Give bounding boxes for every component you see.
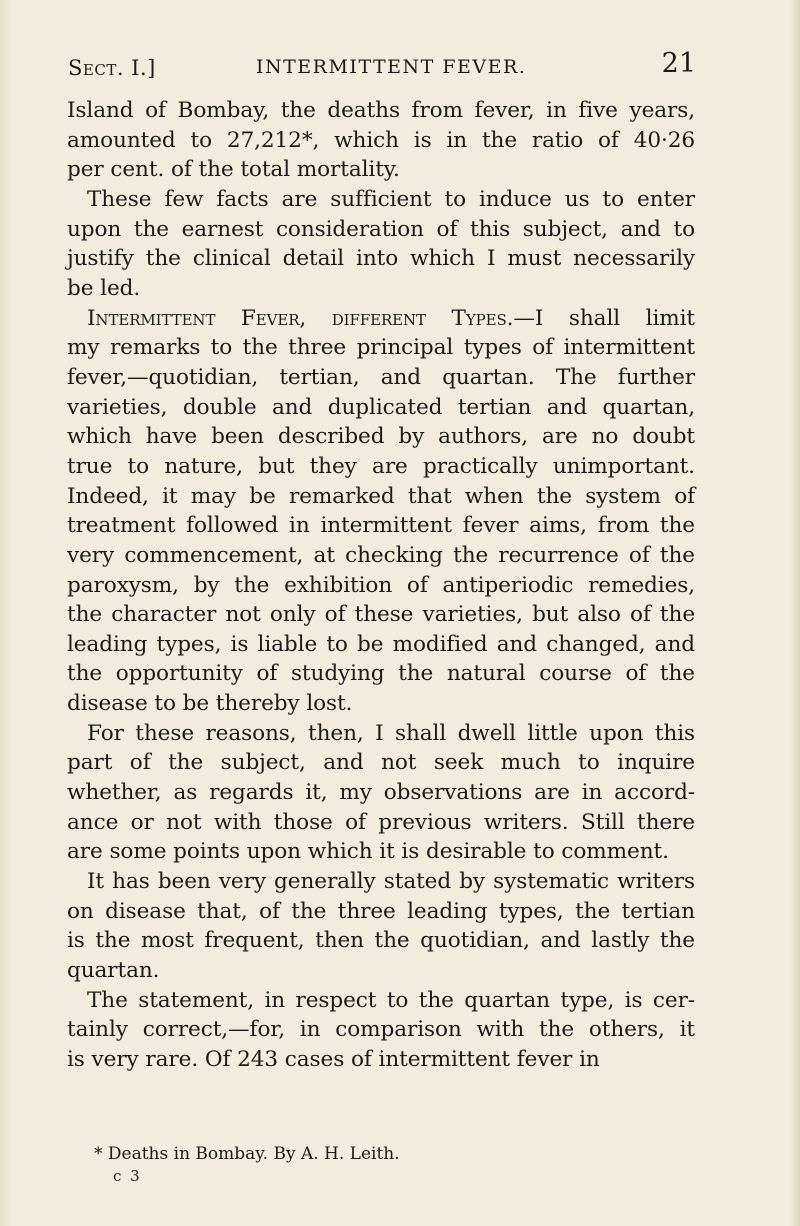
text-line: is the most frequent, then the quotidian, and lastly the	[67, 928, 695, 954]
paragraph	[67, 867, 695, 986]
section-label: Sect. I.]	[68, 56, 156, 80]
paragraph	[67, 185, 695, 304]
footnote	[68, 1143, 696, 1187]
text-line: disease to be thereby lost.	[67, 691, 353, 717]
text-line: the character not only of these varieties, but also of the	[67, 602, 695, 628]
text-line: ance or not with those of previous writers. Still there	[67, 809, 695, 835]
text-run: —I shall limit	[513, 305, 696, 331]
text-line: are some points upon which it is desirable to comment.	[67, 839, 669, 865]
text-line: amounted to 27,212*, which is in the ratio of 40·26	[67, 127, 695, 153]
paragraph	[67, 986, 695, 1075]
text-line: It has been very generally stated by systematic writers	[87, 869, 695, 895]
running-title: INTERMITTENT FEVER.	[256, 56, 527, 78]
text-line: on disease that, of the three leading types, the tertian	[67, 898, 695, 924]
section-heading: Intermittent Fever, different Types.	[87, 305, 514, 331]
text-line: The statement, in respect to the quartan type, is cer-	[87, 987, 695, 1013]
text-line: part of the subject, and not seek much to inquire	[67, 750, 695, 776]
page-number: 21	[661, 48, 696, 79]
text-line: whether, as regards it, my observations are in accord-	[67, 780, 695, 806]
text-line: per cent. of the total mortality.	[67, 157, 400, 183]
text-line: the opportunity of studying the natural course of the	[67, 661, 695, 687]
text-line: my remarks to the three principal types of intermittent	[67, 335, 695, 361]
text-line: is very rare. Of 243 cases of intermittent fever in	[67, 1047, 600, 1072]
text-line: true to nature, but they are practically unimportant.	[67, 453, 695, 479]
text-line: These few facts are sufficient to induce us to enter	[87, 186, 695, 212]
paragraph	[67, 719, 695, 867]
text-line: very commencement, at checking the recurrence of the	[67, 542, 695, 568]
text-line	[67, 304, 695, 334]
text-line: Indeed, it may be remarked that when the system of	[67, 483, 695, 509]
text-line: varieties, double and duplicated tertian and quartan,	[67, 394, 695, 420]
page-right-shadow	[790, 0, 800, 1226]
text-line: tainly correct,—for, in comparison with the others, it	[67, 1017, 695, 1043]
text-line: fever,—quotidian, tertian, and quartan. The further	[67, 364, 695, 390]
text-line: be led.	[67, 275, 141, 301]
text-line: paroxysm, by the exhibition of antiperiodic remedies,	[67, 572, 695, 598]
text-line: justify the clinical detail into which I must necessarily	[67, 246, 695, 272]
text-line: quartan.	[67, 958, 160, 984]
text-line: Island of Bombay, the deaths from fever, in five years,	[67, 98, 695, 123]
paragraph	[67, 96, 695, 185]
text-line: For these reasons, then, I shall dwell little upon this	[87, 720, 695, 746]
running-header	[68, 48, 696, 82]
page-left-edge	[0, 0, 12, 1226]
text-line: leading types, is liable to be modified and changed, and	[67, 631, 695, 657]
footnote-text: * Deaths in Bombay. By A. H. Leith.	[94, 1144, 400, 1164]
text-line: upon the earnest consideration of this subject, and to	[67, 216, 695, 242]
paragraph	[67, 304, 695, 719]
body-text	[67, 96, 695, 1075]
text-line: which have been described by authors, are no doubt	[67, 424, 695, 450]
signature-mark: c 3	[113, 1167, 142, 1185]
text-line: treatment followed in intermittent fever aims, from the	[67, 513, 695, 539]
